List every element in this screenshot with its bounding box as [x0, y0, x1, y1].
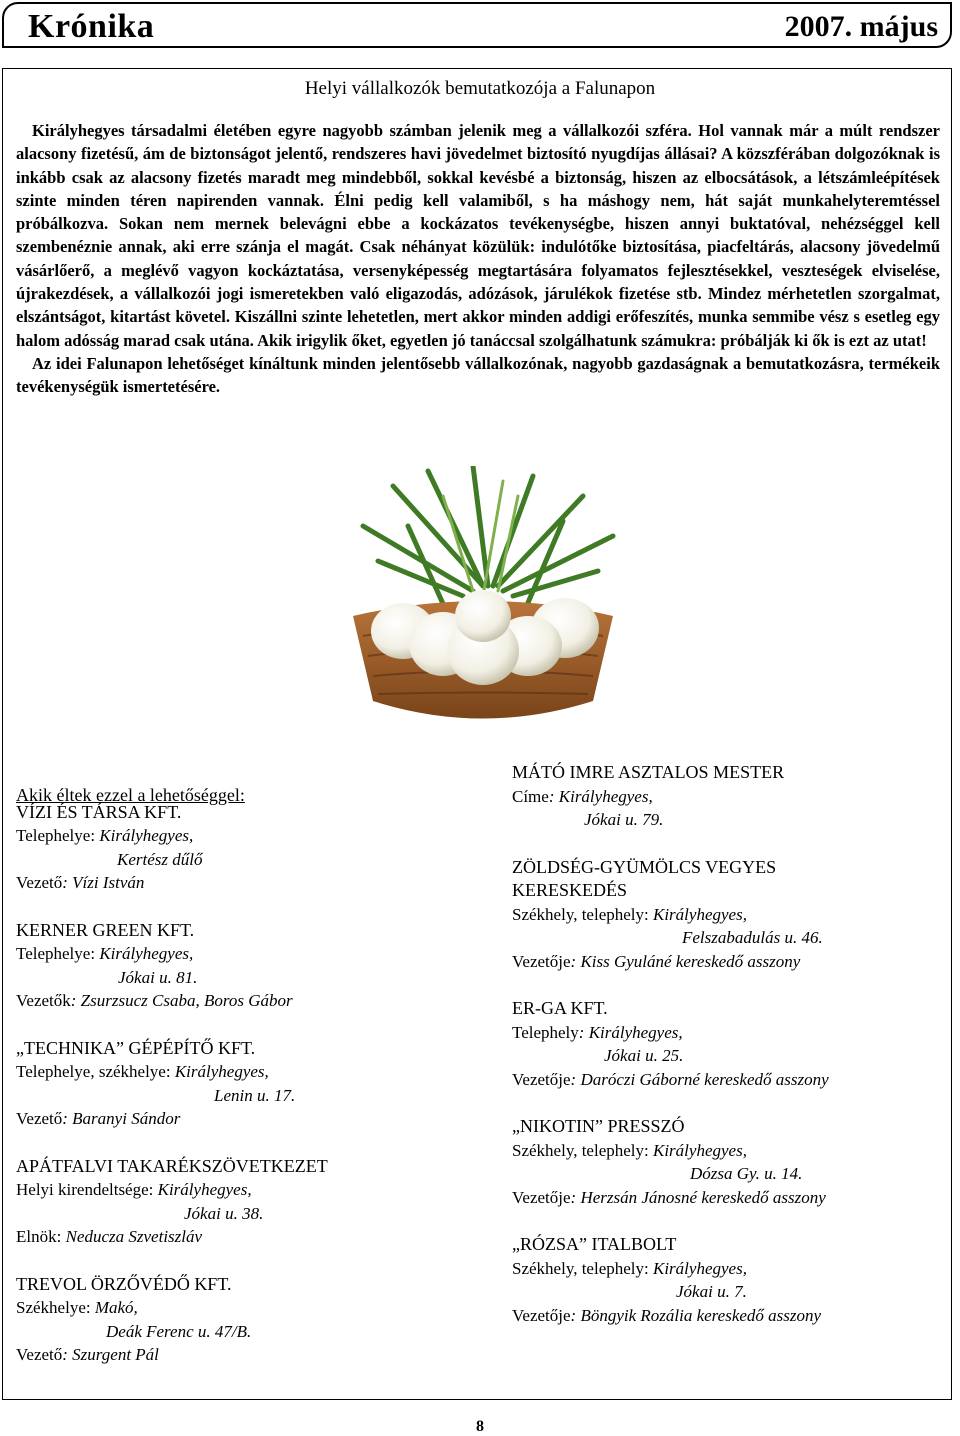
manager-line: Vezetője: Böngyik Rozália kereskedő asszony: [512, 1305, 822, 1325]
address-line: Címe: Királyhegyes,: [512, 786, 653, 806]
business-entry: [512, 856, 942, 974]
manager-line: Vezető: Vízi István: [16, 873, 145, 892]
address-street: Jókai u. 38.: [184, 1203, 264, 1223]
business-name: KERNER GREEN KFT.: [16, 919, 195, 940]
business-name: VÍZI ÉS TÁRSA KFT.: [16, 801, 182, 822]
business-entry: [16, 1273, 476, 1367]
business-entry: [512, 1115, 942, 1209]
business-entry: [16, 1037, 476, 1131]
address-line: Székhely, telephely: Királyhegyes,: [512, 1258, 747, 1278]
address-street: Felszabadulás u. 46.: [682, 928, 823, 947]
address-line: Székhely, telephely: Királyhegyes,: [512, 904, 747, 924]
business-name: „TECHNIKA” GÉPÉPÍTŐ KFT.: [16, 1037, 256, 1058]
address-street: Lenin u. 17.: [214, 1085, 296, 1105]
header-banner: [2, 2, 952, 48]
business-name: ER-GA KFT.: [512, 998, 608, 1018]
article-title: Helyi vállalkozók bemutatkozója a Falunapon: [304, 78, 656, 99]
manager-line: Vezetője: Herzsán Jánosné kereskedő asszony: [512, 1187, 826, 1207]
business-name: ZÖLDSÉG-GYÜMÖLCS VEGYES KERESKEDÉS: [512, 856, 777, 900]
address-line: Telephely: Királyhegyes,: [512, 1022, 683, 1042]
page-number: 8: [476, 1418, 484, 1435]
manager-line: Vezetője: Daróczi Gáborné kereskedő asszony: [512, 1069, 829, 1089]
address-line: Székhelye: Makó,: [16, 1298, 138, 1317]
address-street: Jókai u. 7.: [676, 1282, 747, 1301]
left-column: [16, 785, 476, 1391]
right-column: [512, 761, 942, 1351]
address-line: Telephelye, székhelye: Királyhegyes,: [16, 1062, 269, 1081]
article-paragraph: Királyhegyes társadalmi életében egyre nagyobb számban jelenik meg a vállalkozói szféra. Hol vannak már a múlt rendszer alacsony fizetésű, ám de biztonságot jelentő, rendszeres havi jövedelmet biztosító nyugdíjas állásai? A közszférában dolgozóknak is inkább csak az alacsony fizetés maradt meg mindebből, sokkal kevésbé a biztonság, hiszen az elbocsátások, a létszámleépítések szinte minden téren napirenden vannak. Élni pedig kell valamiből, s ha máshogy nem, hát saját munkahelyteremtéssel próbálkozva. Sokan nem mernek belevágni ebbe a kockázatos tevékenységbe, hiszen annyi buktatóval, nehézséggel kell szembenéznie annak, aki erre szánja el magát. Csak néhányat közülük: indulótőke biztosítása, piacfeltárás, alacsony jövedelmű vásárlőerő, a meglévő vagyon kockáztatása, versenyképesség megtartására folyamatos fejlesztésekkel, veszteségek elviselése, újrakezdések, a vállalkozói jogi ismeretekben való eligazodás, adózások, járulékok fizetése stb. Mindez mérhetetlen szorgalmat, elszántságot, kitartást követel. Kiszállni szinte lehetetlen, mert akkor minden addigi erőfeszítés, munka semmibe vész s esetleg egy halom adósság marad csak utána. Akik irigylik őket, egyetlen jó tanáccsal szolgálhatunk számukra: próbálják ki ők is ezt az utat!: [16, 121, 940, 350]
business-name: MÁTÓ IMRE ASZTALOS MESTER: [512, 762, 785, 782]
publication-title: Krónika: [28, 8, 155, 45]
business-entry: [512, 1233, 942, 1327]
manager-line: Vezető: Baranyi Sándor: [16, 1109, 181, 1128]
business-name: TREVOL ÖRZŐVÉDŐ KFT.: [16, 1273, 232, 1294]
address-line: Helyi kirendeltsége: Királyhegyes,: [16, 1180, 252, 1199]
business-entry: [16, 919, 476, 1013]
article-paragraph: Az idei Falunapon lehetőséget kínáltunk minden jelentősebb vállalkozónak, nagyobb gazdaságnak a bemutatkozásra, termékeik tevékenységük ismertetésére.: [16, 353, 940, 397]
sponsors-heading: Akik éltek ezzel a lehetőséggel:: [16, 785, 245, 805]
address-street: Jókai u. 81.: [118, 967, 198, 987]
address-street: Jókai u. 25.: [604, 1046, 684, 1065]
business-name: „RÓZSA” ITALBOLT: [512, 1234, 677, 1254]
manager-line: Vezetők: Zsurzsucz Csaba, Boros Gábor: [16, 991, 293, 1010]
business-name: „NIKOTIN” PRESSZÓ: [512, 1116, 685, 1136]
address-line: Telephelye: Királyhegyes,: [16, 944, 194, 963]
article-body: [16, 119, 940, 399]
address-street: Dózsa Gy. u. 14.: [690, 1164, 803, 1183]
address-street: Deák Ferenc u. 47/B.: [106, 1321, 252, 1341]
address-line: Telephelye: Királyhegyes,: [16, 826, 194, 845]
manager-line: Vezető: Szurgent Pál: [16, 1345, 159, 1364]
address-street: Jókai u. 79.: [584, 810, 664, 829]
business-entry: [16, 801, 476, 895]
business-name: APÁTFALVI TAKARÉKSZÖVETKEZET: [16, 1155, 328, 1176]
onion-basket-photo: [333, 466, 633, 751]
address-line: Székhely, telephely: Királyhegyes,: [512, 1140, 747, 1160]
manager-line: Vezetője: Kiss Gyuláné kereskedő asszony: [512, 951, 801, 971]
address-street: Kertész dűlő: [117, 849, 203, 869]
business-entry: [512, 997, 942, 1091]
issue-date: 2007. május: [784, 10, 938, 43]
manager-line: Elnök: Neducza Szvetiszláv: [16, 1227, 203, 1246]
business-entry: [512, 761, 942, 832]
business-entry: [16, 1155, 476, 1249]
